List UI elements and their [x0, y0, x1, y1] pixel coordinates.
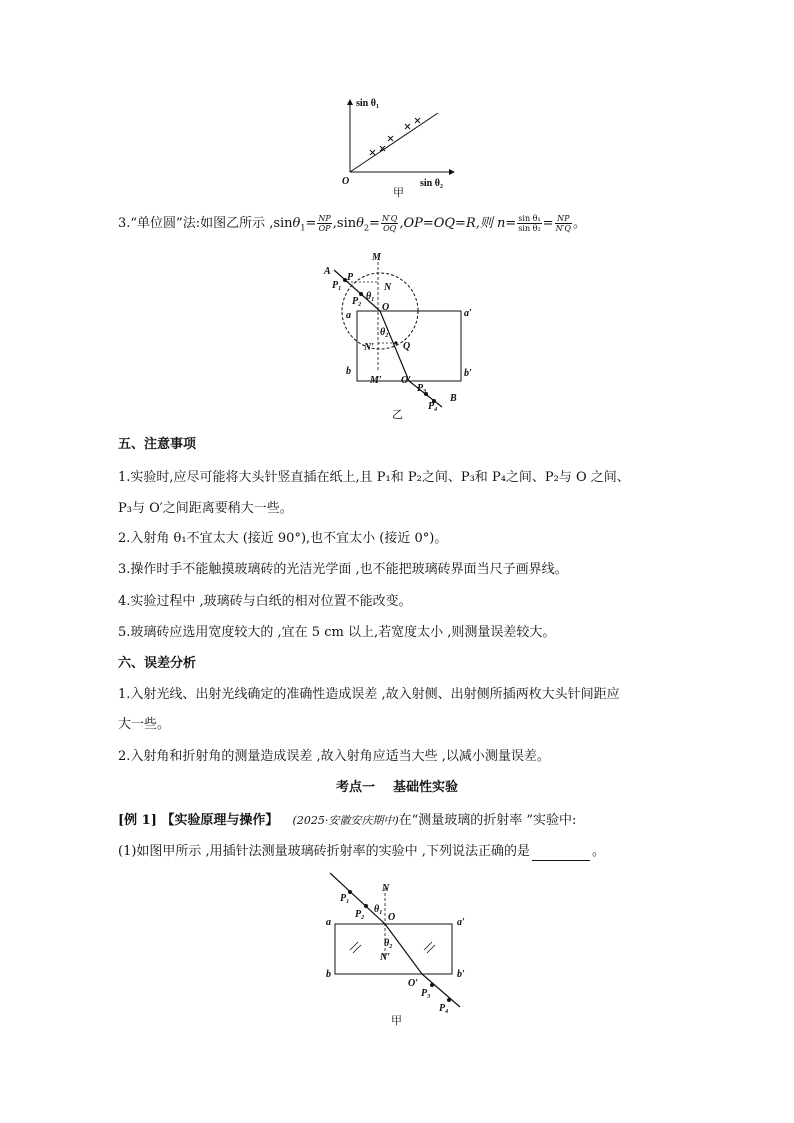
- example1-header: [例 1] 【实验原理与操作】 (2025·安徽安庆期中)在“测量玻璃的折射率 ”实验中:: [118, 813, 577, 828]
- glass-block: [335, 924, 452, 974]
- section5-title: 五、注意事项: [118, 437, 197, 452]
- section6-title: 六、误差分析: [118, 656, 197, 671]
- kaodian-heading: 考点一 基础性实验: [335, 780, 459, 795]
- label-Nprime: N′: [364, 342, 375, 353]
- label-theta1: $\theta_1$: [366, 291, 375, 303]
- label-a: a: [326, 917, 331, 928]
- section5-line1: 1.实验时,应尽可能将大头针竖直插在纸上,且 P₁和 P₂之间、P₃和 P₄之间、P₂与 O 之间、: [118, 470, 630, 485]
- x-axis-label: sin θ₂: [420, 178, 443, 189]
- example1-question1: (1)如图甲所示 ,用插针法测量玻璃砖折射率的实验中 ,下列说法正确的是 。: [118, 844, 605, 859]
- unit-circle-method-text: 3.“单位圆”法:如图乙所示 ,sinθ$_1$= $\frac{NP}{OP}$ ,sinθ$_2$= $\frac{N'Q}{OQ}$ ,OP=OQ=R,则 n= $\frac{\text{sin θ₁}}{\text{sin θ₂}}$ = $\frac{NP}{N'Q}$ 。: [118, 214, 586, 233]
- label-P1: $P_1$: [332, 280, 342, 292]
- section5-line2: 2.入射角 θ₁不宜太大 (接近 90°),也不宜太小 (接近 0°)。: [118, 531, 448, 546]
- label-Nprime: N′: [380, 952, 391, 963]
- label-A: A: [324, 266, 331, 277]
- glass-hatch-marks: [350, 942, 435, 953]
- label-Oprime: O′: [401, 375, 412, 386]
- label-N: N: [382, 883, 390, 894]
- label-P1: $P_1$: [340, 893, 350, 905]
- section5-line5: 5.玻璃砖应选用宽度较大的 ,宜在 5 cm 以上,若宽度太小 ,则测量误差较大。: [118, 625, 556, 640]
- figure-caption-yi: 乙: [392, 409, 403, 421]
- label-O: O: [388, 912, 396, 923]
- section5-line3: 3.操作时手不能触摸玻璃砖的光洁光学面 ,也不能把玻璃砖界面当尺子画界线。: [118, 562, 568, 577]
- label-aprime: a′: [464, 308, 472, 319]
- section6-line1: 1.入射光线、出射光线确定的准确性造成误差 ,故入射侧、出射侧所插两枚大头针间距应: [118, 687, 620, 702]
- label-theta2: $\theta_2$: [384, 938, 393, 950]
- label-P: P: [347, 272, 354, 283]
- section6-line1b: 大一些。: [118, 717, 171, 732]
- label-B: B: [450, 393, 457, 404]
- label-P4: $P_4$: [428, 401, 438, 413]
- label-aprime: a′: [457, 917, 465, 928]
- label-b: b: [326, 969, 331, 980]
- label-b: b: [346, 366, 351, 377]
- label-P4: $P_4$: [439, 1003, 449, 1015]
- label-a: a: [346, 310, 351, 321]
- label-bprime: b′: [457, 969, 465, 980]
- label-N: N: [384, 282, 392, 293]
- label-P3: $P_3$: [421, 988, 431, 1000]
- section5-line1b: P₃与 O′之间距离要稍大一些。: [118, 501, 293, 516]
- figure-caption-jia-2: 甲: [391, 1015, 402, 1027]
- label-theta1: $\theta_1$: [374, 904, 383, 916]
- origin-label: O: [342, 176, 350, 187]
- figure-caption-jia: 甲: [393, 187, 404, 199]
- y-axis-label: sin θ₁: [356, 98, 379, 109]
- label-bprime: b′: [464, 368, 472, 379]
- label-O: O: [382, 302, 390, 313]
- label-M: M: [372, 252, 381, 263]
- label-P2: $P_2$: [355, 909, 365, 921]
- label-Oprime: O′: [408, 978, 419, 989]
- label-P2: $P_2$: [352, 296, 362, 308]
- label-P3: $P_3$: [417, 383, 427, 395]
- label-Q: Q: [403, 341, 411, 352]
- section5-line4: 4.实验过程中 ,玻璃砖与白纸的相对位置不能改变。: [118, 594, 412, 609]
- label-theta2: $\theta_2$: [380, 327, 389, 339]
- section6-line2: 2.入射角和折射角的测量造成误差 ,故入射角应适当大些 ,以减小测量误差。: [118, 749, 550, 764]
- label-Mprime: M′: [370, 375, 382, 386]
